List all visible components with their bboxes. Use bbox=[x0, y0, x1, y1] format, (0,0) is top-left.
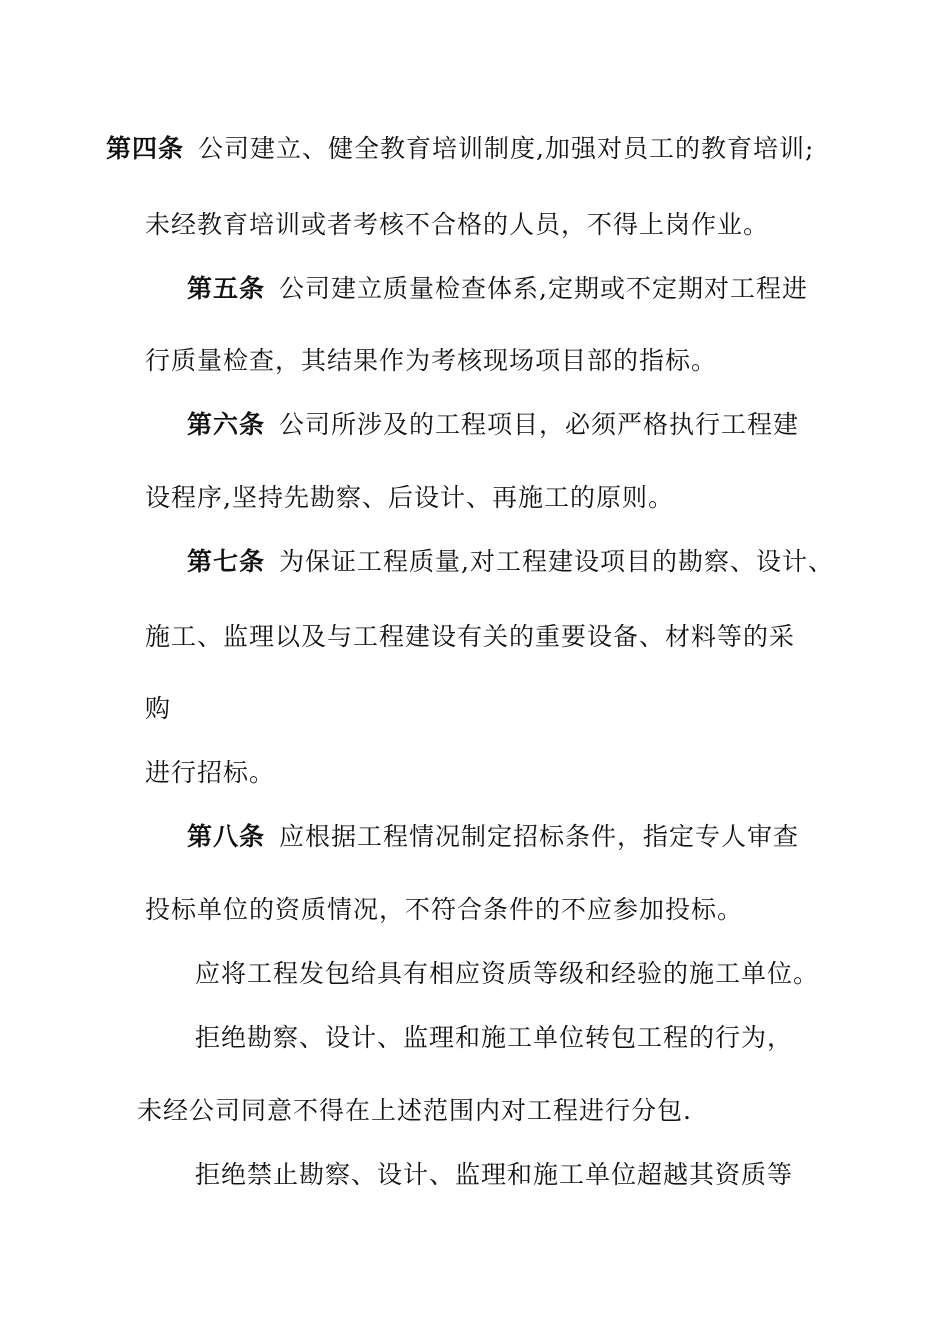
article-7-line-3: 购 bbox=[145, 694, 172, 723]
article-8-text: 应根据工程情况制定招标条件，指定专人审查 bbox=[279, 822, 800, 851]
article-7-label: 第七条 bbox=[187, 547, 266, 576]
article-4-label: 第四条 bbox=[106, 134, 185, 163]
article-8-label: 第八条 bbox=[187, 822, 266, 851]
article-8-line-1 bbox=[187, 820, 799, 854]
clause-line-3: 未经公司同意不得在上述范围内对工程进行分包. bbox=[137, 1096, 692, 1125]
article-5-line-2: 行质量检查，其结果作为考核现场项目部的指标。 bbox=[145, 346, 718, 375]
article-4-text: 公司建立、健全教育培训制度,加强对员工的教育培训; bbox=[198, 134, 815, 163]
article-6-label: 第六条 bbox=[187, 410, 266, 439]
article-7-line-2: 施工、监理以及与工程建设有关的重要设备、材料等的采 bbox=[145, 622, 796, 651]
article-6-line-1 bbox=[187, 408, 799, 442]
article-5-line-1 bbox=[187, 272, 808, 306]
article-5-label: 第五条 bbox=[187, 274, 266, 303]
article-7-text: 为保证工程质量,对工程建设项目的勘察、设计、 bbox=[279, 547, 834, 576]
article-7-line-4: 进行招标。 bbox=[145, 758, 276, 787]
article-6-text: 公司所涉及的工程项目，必须严格执行工程建 bbox=[279, 410, 800, 439]
clause-line-2: 拒绝勘察、设计、监理和施工单位转包工程的行为， bbox=[195, 1023, 794, 1052]
article-4-line-1 bbox=[106, 132, 814, 166]
article-4-line-2: 未经教育培训或者考核不合格的人员，不得上岗作业。 bbox=[145, 210, 770, 239]
clause-line-1: 应将工程发包给具有相应资质等级和经验的施工单位。 bbox=[195, 959, 820, 988]
article-8-line-2: 投标单位的资质情况，不符合条件的不应参加投标。 bbox=[145, 895, 744, 924]
article-5-text: 公司建立质量检查体系,定期或不定期对工程进 bbox=[279, 274, 808, 303]
article-7-line-1 bbox=[187, 545, 834, 579]
article-6-line-2: 设程序,坚持先勘察、后设计、再施工的原则。 bbox=[145, 483, 674, 512]
clause-line-4: 拒绝禁止勘察、设计、监理和施工单位超越其资质等 bbox=[195, 1160, 794, 1189]
